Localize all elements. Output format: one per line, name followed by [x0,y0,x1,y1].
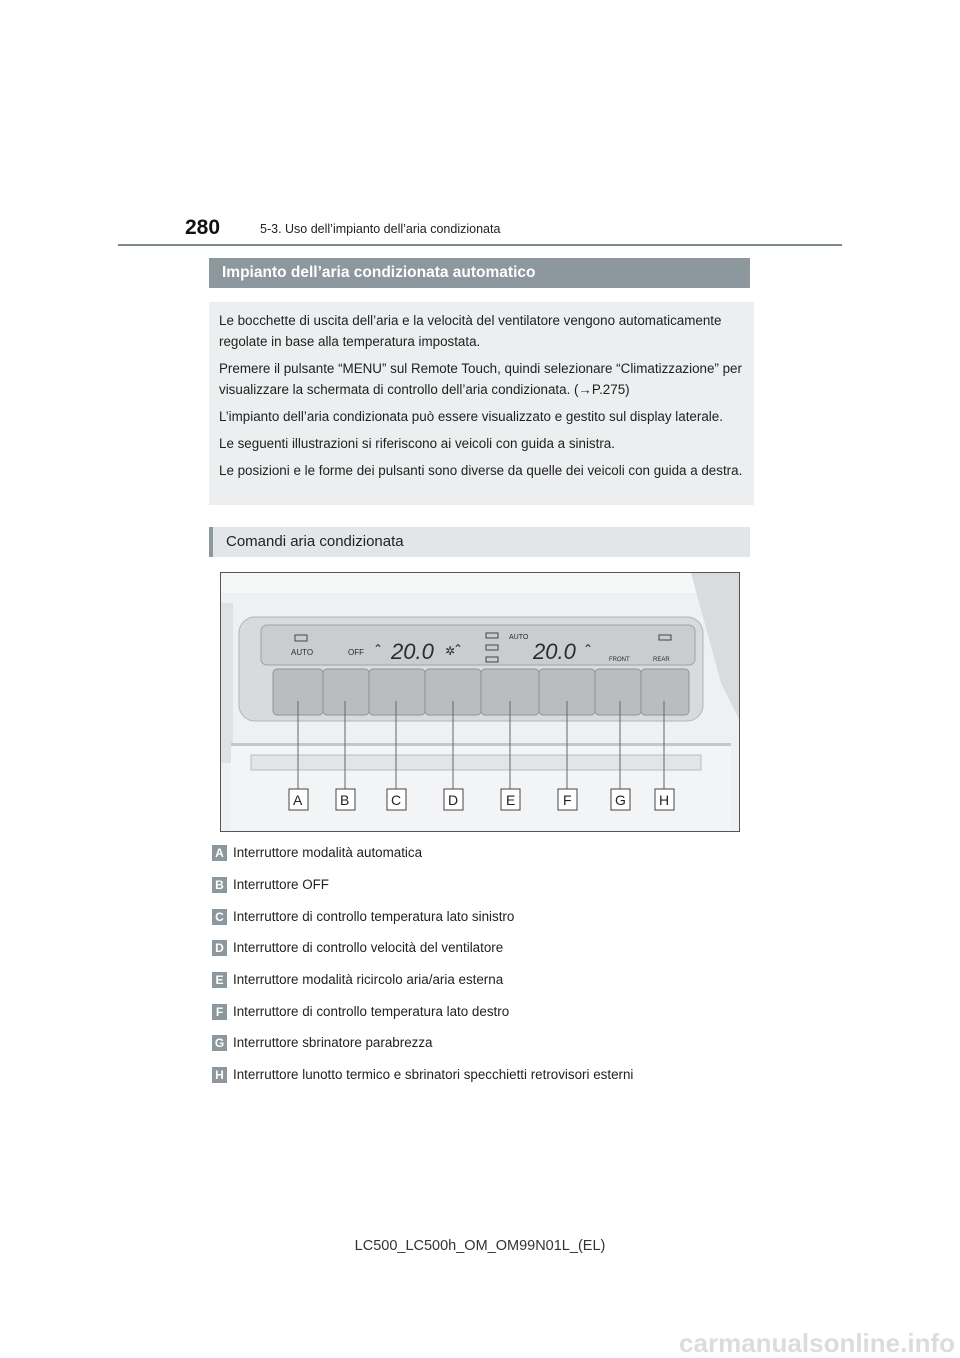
intro-paragraph: Le seguenti illustrazioni si riferiscono ai veicoli con guida a sinistra. [219,436,615,451]
svg-text:⌃: ⌃ [453,642,464,656]
display-temp-left: 20.0 [391,639,434,664]
legend-letter: B [212,877,227,893]
legend-letter: H [212,1067,227,1083]
display-temp-right: 20.0 [533,639,576,664]
legend-letter: F [212,1004,227,1020]
climate-control-illustration [220,572,740,832]
legend-text: Interruttore modalità automatica [233,845,423,860]
legend-text: Interruttore sbrinatore parabrezza [233,1035,433,1050]
section-title: Impianto dell’aria condizionata automatico [222,264,536,281]
legend-text: Interruttore di controllo temperatura lato destro [233,1004,510,1019]
legend-text: Interruttore lunotto termico e sbrinatori specchietti retrovisori esterni [233,1067,634,1082]
svg-text:✲: ✲ [445,644,456,658]
display-front: FRONT [609,657,630,663]
intro-paragraph: Premere il pulsante “MENU” sul Remote Touch, quindi selezionare “Climatizzazione” per visualizzare la schermata di controllo dell’aria condizionata. (→P.275) [219,361,742,397]
display-off: OFF [348,648,364,657]
subsection-title: Comandi aria condizionata [226,533,404,550]
svg-text:⌃: ⌃ [583,642,594,656]
callout-a: A [293,792,303,808]
callout-g: G [615,792,626,808]
legend-text: Interruttore di controllo velocità del ventilatore [233,940,504,955]
callout-b: B [340,792,350,808]
legend-letter: G [212,1035,227,1051]
section-title-bar [209,258,750,288]
intro-paragraph: Le bocchette di uscita dell’aria e la velocità del ventilatore vengono automaticamente regolate in base alla temperatura impostata. [219,313,722,349]
callout-f: F [563,792,572,808]
display-auto-right: AUTO [509,634,529,641]
legend-letter: D [212,940,227,956]
intro-paragraph: L’impianto dell’aria condizionata può essere visualizzato e gestito sul display laterale. [219,409,723,424]
page-number: 280 [185,216,221,239]
intro-paragraph: Le posizioni e le forme dei pulsanti sono diverse da quelle dei veicoli con guida a destra. [219,463,743,478]
legend-text: Interruttore modalità ricircolo aria/aria esterna [233,972,504,987]
section-breadcrumb: 5-3. Uso dell’impianto dell’aria condizionata [260,222,501,236]
svg-text:⌃: ⌃ [373,642,384,656]
header-divider [118,244,842,246]
callout-d: D [448,792,459,808]
legend-text: Interruttore di controllo temperatura lato sinistro [233,909,515,924]
watermark-text: carmanualsonline.info [679,1328,955,1358]
legend-letter: A [212,845,227,861]
intro-box [209,302,754,505]
callout-h: H [659,792,670,808]
callout-e: E [506,792,516,808]
subsection-title-bar [209,527,750,557]
callout-c: C [391,792,402,808]
display-rear: REAR [653,657,670,663]
display-auto-left: AUTO [291,648,314,657]
legend-letter: C [212,909,227,925]
manual-code: LC500_LC500h_OM_OM99N01L_(EL) [354,1238,606,1254]
legend-text: Interruttore OFF [233,877,329,892]
legend-letter: E [212,972,227,988]
